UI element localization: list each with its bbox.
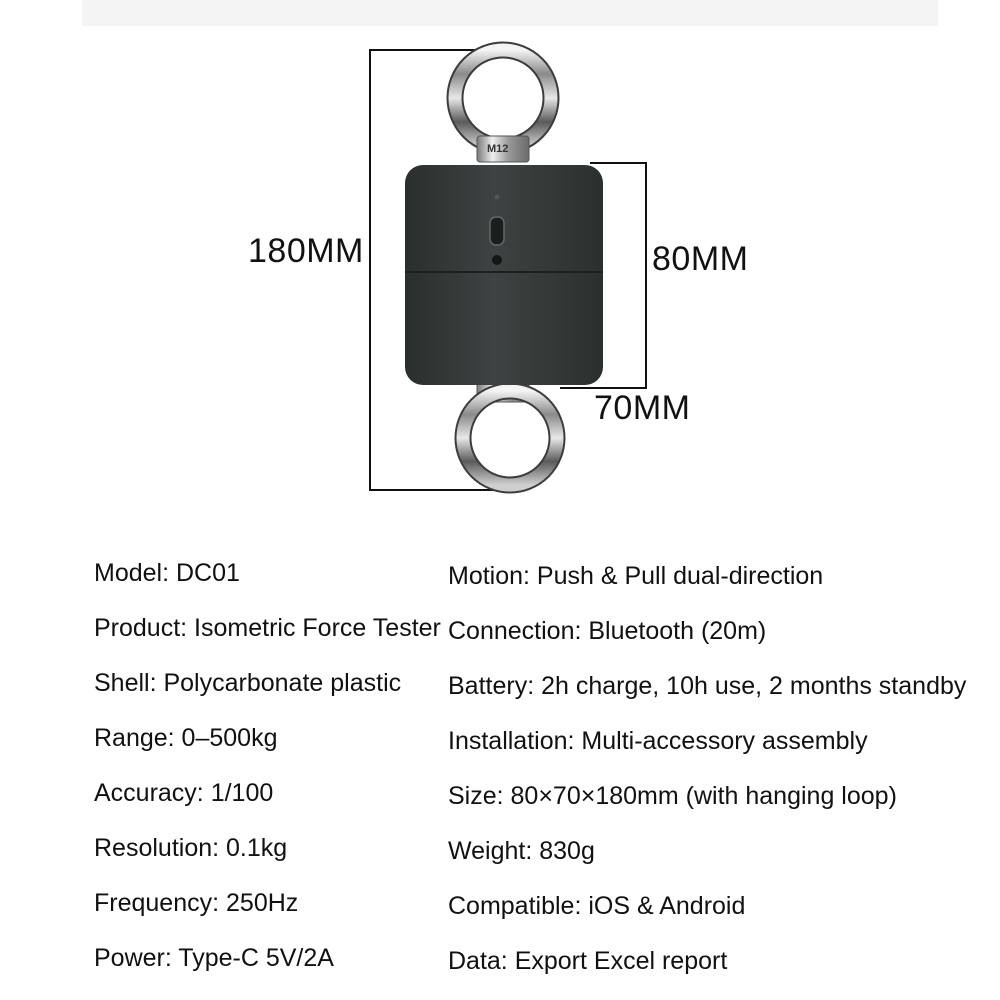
spec-resolution: Resolution: 0.1kg xyxy=(94,834,288,862)
bottom-eye-ring xyxy=(463,378,557,485)
spec-battery: Battery: 2h charge, 10h use, 2 months standby xyxy=(448,672,967,700)
spec-power: Power: Type-C 5V/2A xyxy=(94,944,334,972)
spec-model: Model: DC01 xyxy=(94,559,240,587)
spec-installation: Installation: Multi-accessory assembly xyxy=(448,727,868,755)
spec-motion: Motion: Push & Pull dual-direction xyxy=(448,562,824,590)
spec-data: Data: Export Excel report xyxy=(448,947,728,975)
indicator-hole-icon xyxy=(492,255,502,265)
usb-c-port-icon xyxy=(490,217,504,245)
spec-compatible: Compatible: iOS & Android xyxy=(448,892,746,920)
spec-connection: Connection: Bluetooth (20m) xyxy=(448,617,767,645)
device-body xyxy=(405,165,603,385)
depth-dimension-label: 80MM xyxy=(652,240,749,278)
spec-frequency: Frequency: 250Hz xyxy=(94,889,299,917)
spec-size: Size: 80×70×180mm (with hanging loop) xyxy=(448,782,897,810)
spec-shell: Shell: Polycarbonate plastic xyxy=(94,669,402,697)
top-ring-engraving: M12 xyxy=(487,143,509,155)
spec-accuracy: Accuracy: 1/100 xyxy=(94,779,274,807)
spec-weight: Weight: 830g xyxy=(448,837,595,865)
height-dimension-label: 180MM xyxy=(248,232,364,270)
spec-range: Range: 0–500kg xyxy=(94,724,278,752)
width-dimension-label: 70MM xyxy=(594,389,691,427)
spec-product: Product: Isometric Force Tester xyxy=(94,614,441,642)
